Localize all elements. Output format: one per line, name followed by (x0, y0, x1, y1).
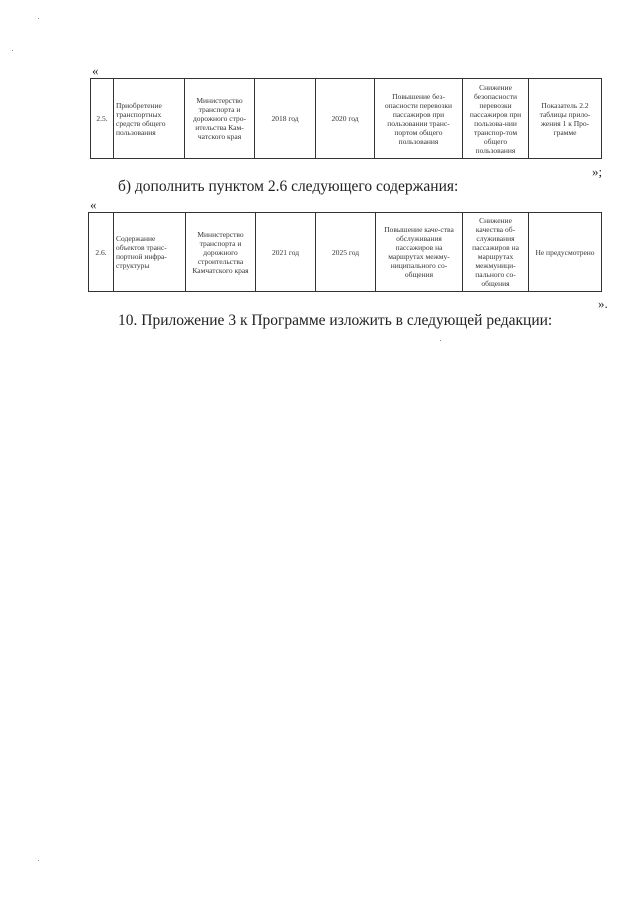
expected-result: Повышение каче-ства обслуживания пассажиров на маршрутах межму-ниципального со-общения (376, 213, 463, 292)
scan-speck (440, 340, 441, 341)
end-year: 2020 год (316, 79, 375, 159)
scan-speck (38, 860, 39, 861)
measures-table-1 (90, 78, 602, 159)
expected-result: Повышение без-опасности перевозки пассажиров при пользовании транс-портом общего пользования (375, 79, 463, 159)
executor: Министерство транспорта и дорожного строительства Камчатского края (186, 213, 256, 292)
paragraph-10: 10. Приложение 3 к Программе изложить в следующей редакции: (118, 312, 553, 329)
indicator-link: Показатель 2.2 таблицы прило-жения 1 к Про-грамме (529, 79, 602, 159)
table-row (91, 79, 602, 159)
close-quote-2: ». (598, 296, 608, 311)
row-number: 2.6. (89, 213, 114, 292)
row-number: 2.5. (91, 79, 114, 159)
open-quote-2: « (90, 197, 97, 212)
start-year: 2021 год (256, 213, 316, 292)
measure-name: Содержание объектов транс-портной инфра-структуры (114, 213, 186, 292)
consequence: Снижение качества об-служивания пассажиров на маршрутах межмуници-пального со-общения (463, 213, 529, 292)
measures-table-2 (88, 212, 602, 292)
table-row (89, 213, 602, 292)
measure-name: Приобретение транспортных средств общего пользования (114, 79, 185, 159)
executor: Министерство транспорта и дорожного стро-ительства Кам-чатского края (185, 79, 255, 159)
scan-speck (38, 18, 39, 19)
start-year: 2018 год (255, 79, 316, 159)
paragraph-b: б) дополнить пунктом 2.6 следующего содержания: (118, 178, 459, 195)
close-quote-1: »; (592, 164, 603, 179)
consequence: Снижение безопасности перевозки пассажиров при пользова-нии транспор-том общего пользования (463, 79, 529, 159)
end-year: 2025 год (316, 213, 376, 292)
scan-speck (12, 50, 13, 51)
indicator-link: Не предусмотрено (529, 213, 602, 292)
open-quote-1: « (92, 63, 99, 78)
